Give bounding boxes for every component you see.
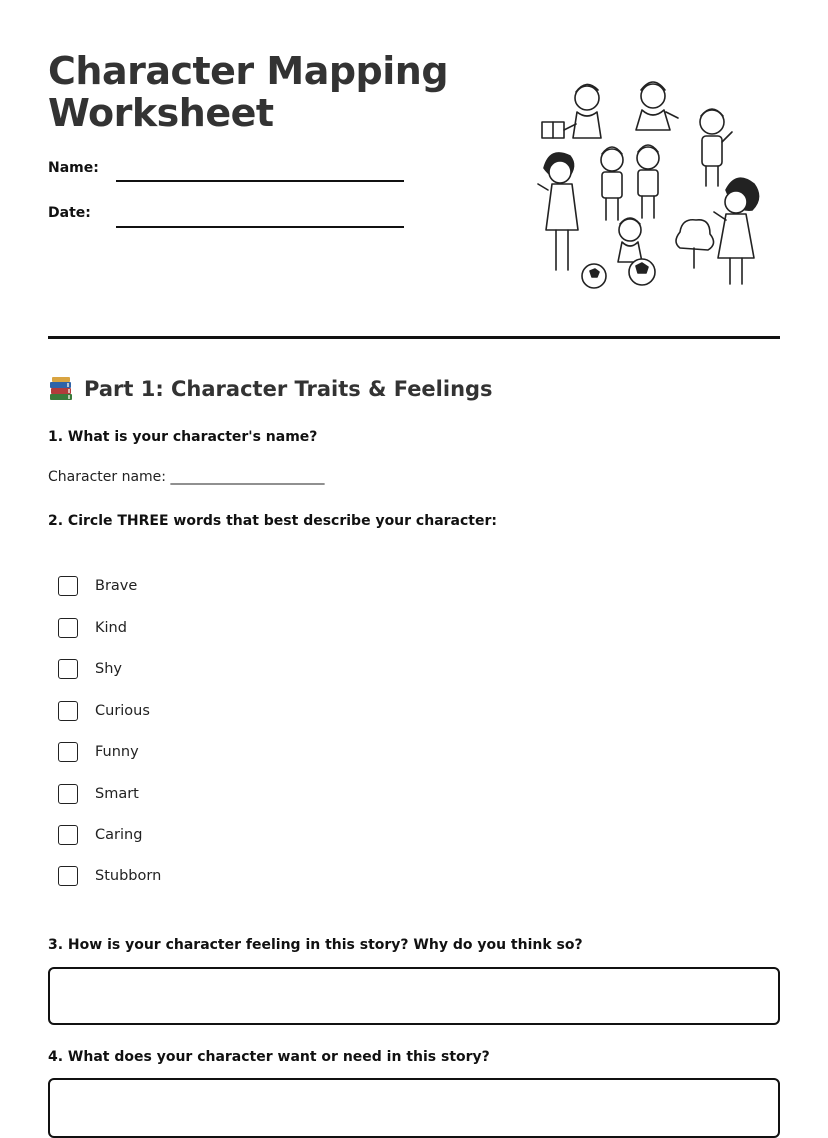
trait-checkbox[interactable] (58, 576, 78, 596)
trait-option[interactable] (58, 823, 142, 847)
trait-checkbox[interactable] (58, 742, 78, 762)
trait-checkbox[interactable] (58, 701, 78, 721)
section-title-part-1 (48, 374, 493, 404)
trait-checkbox[interactable] (58, 866, 78, 886)
child-with-ball-figure (618, 218, 655, 285)
trait-checkbox[interactable] (58, 659, 78, 679)
date-field[interactable] (116, 226, 404, 228)
soccer-ball-figure (582, 264, 606, 288)
girl-right-figure (714, 178, 759, 284)
trait-label: Curious (95, 703, 150, 719)
answer-box-q4[interactable] (48, 1078, 780, 1138)
section-title-label: Part 1: Character Traits & Feelings (84, 377, 493, 401)
character-name-field[interactable]: Character name: ______________________ (48, 469, 325, 485)
trait-label: Shy (95, 661, 122, 677)
tree-figure (676, 220, 714, 268)
trait-option[interactable] (58, 574, 137, 598)
trait-option[interactable] (58, 616, 127, 640)
date-label: Date: (48, 205, 91, 221)
trait-label: Kind (95, 620, 127, 636)
question-4: 4. What does your character want or need in this story? (48, 1049, 490, 1065)
trait-label: Brave (95, 578, 138, 594)
trait-option[interactable] (58, 699, 150, 723)
answer-box-q3[interactable] (48, 967, 780, 1025)
books-icon (48, 376, 74, 402)
trait-checkbox[interactable] (58, 784, 78, 804)
trait-label: Caring (95, 827, 143, 843)
trait-option[interactable] (58, 864, 161, 888)
trait-label: Stubborn (95, 868, 162, 884)
trait-checkbox[interactable] (58, 618, 78, 638)
trait-checkbox[interactable] (58, 825, 78, 845)
boys-center-figure (601, 145, 659, 220)
child-top-figure (636, 82, 678, 130)
page-title: Character Mapping Worksheet (48, 49, 449, 135)
child-reading-figure (542, 84, 601, 138)
trait-option[interactable] (58, 740, 139, 764)
question-2: 2. Circle THREE words that best describe your character: (48, 513, 497, 529)
trait-option[interactable] (58, 782, 139, 806)
trait-option[interactable] (58, 657, 122, 681)
trait-label: Smart (95, 786, 139, 802)
question-1: 1. What is your character's name? (48, 429, 318, 445)
header-divider (48, 336, 780, 339)
name-field[interactable] (116, 180, 404, 182)
boy-right-figure (700, 109, 732, 186)
children-playing-illustration (530, 72, 770, 294)
question-3: 3. How is your character feeling in this story? Why do you think so? (48, 937, 583, 953)
name-label: Name: (48, 160, 99, 176)
trait-label: Funny (95, 744, 139, 760)
girl-left-figure (538, 153, 578, 270)
